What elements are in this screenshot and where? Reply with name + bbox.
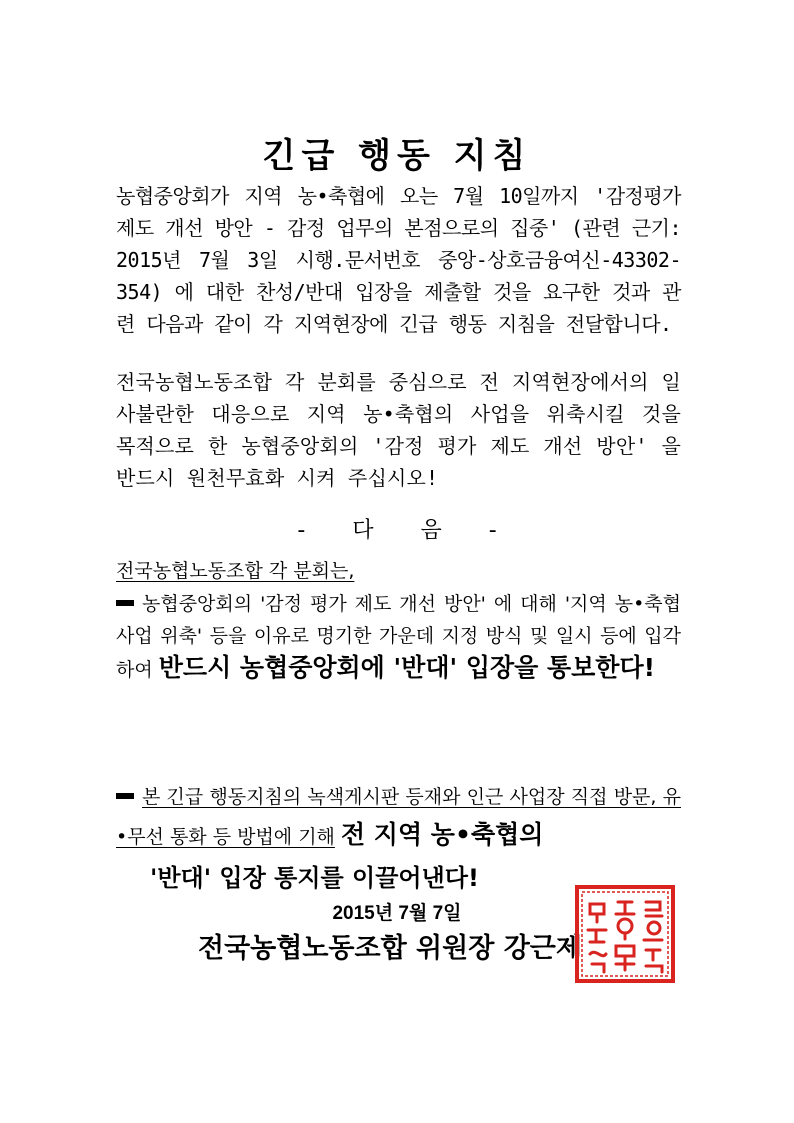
- union-seal-stamp: [574, 884, 676, 984]
- closing-statement: '반대' 입장 통지를 이끌어낸다!: [150, 864, 479, 892]
- bullet-icon: [116, 793, 134, 799]
- paragraph-request: 농협중앙회가 지역 농•축협에 오는 7월 10일까지 '감정평가 제도 개선 방안 - 감정 업무의 본점으로의 집중' (관련 근기: 2015년 7월 3일 시행.문서번호 중앙-상호금융여신-43302-354) 에 대한 찬성/반대 입장을 제출할 것을 요구한 것과 관련 다음과 같이 각 지역현장에 긴급 행동 지침을 전달합니다.: [116, 184, 681, 336]
- paragraph-appeal: 전국농협노동조합 각 분회를 중심으로 전 지역현장에서의 일사불란한 대응으로 지역 농•축협의 사업을 위축시킬 것을 목적으로 한 농협중앙회의 '감정 평가 제도 개선 방안' 을 반드시 원천무효화 시켜 주십시오!: [116, 370, 681, 490]
- action-intro: 전국농협노동조합 각 분회는,: [116, 560, 355, 582]
- action-item-1: [116, 588, 681, 686]
- document-title: 긴급 행동 지침: [262, 136, 532, 176]
- action-item-1-text: 농협중앙회의 '감정 평가 제도 개선 방안' 에 대해 '지역 농•축협 사업 위축' 등을 이유로 명기한 가운데 지정 방식 및 일시 등에 입각하여: [116, 593, 681, 681]
- bullet-icon: [116, 600, 134, 606]
- action-item-2: [116, 778, 681, 856]
- section-divider: - 다 음 -: [297, 518, 497, 543]
- action-item-2-text: 본 긴급 행동지침의 녹색게시판 등재와 인근 사업장 직접 방문, 유•무선 통화 등 방법에 기해: [116, 786, 681, 848]
- action-item-2-emphasis: 전 지역 농•축협의: [340, 820, 544, 849]
- document-date: 2015년 7월 7일: [332, 903, 462, 924]
- action-item-1-emphasis: 반드시 농협중앙회에 '반대' 입장을 통보한다!: [158, 653, 655, 682]
- signature-line: 전국농협노동조합 위원장 강근제: [198, 933, 582, 964]
